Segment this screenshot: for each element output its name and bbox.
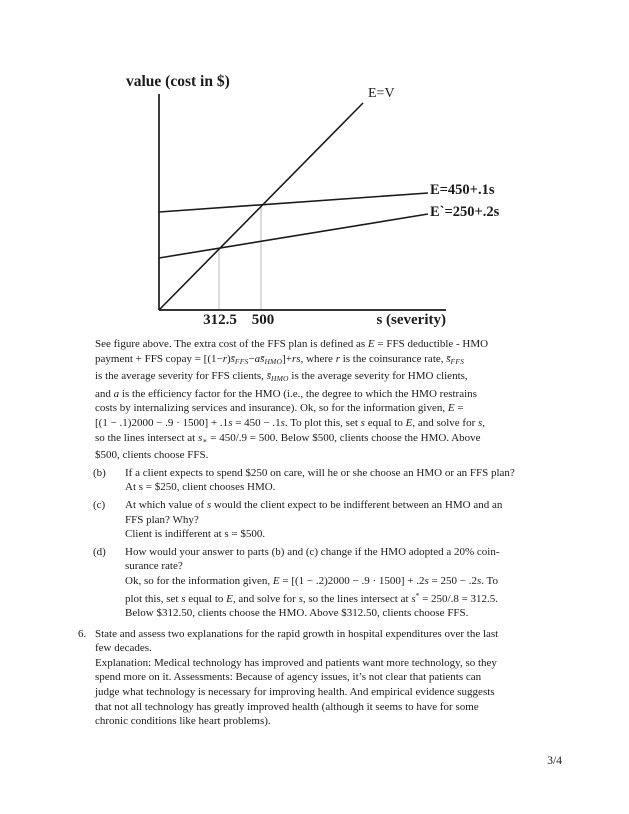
item-d <box>93 545 575 621</box>
item-b-question: If a client expects to spend $250 on care, will he or she choose an HMO or an FFS plan? <box>125 466 515 479</box>
page-number: 3/4 <box>547 755 562 767</box>
item-c <box>93 498 575 542</box>
line-ffs-label: E=450+.1s <box>430 182 495 198</box>
item-b <box>93 466 575 495</box>
item-c-answer: Client is indifferent at s = $500. <box>125 528 266 541</box>
line-ev-label: E=V <box>368 86 395 101</box>
item-d-label: (d) <box>93 545 106 558</box>
line-hmo <box>159 214 428 258</box>
item-c-label: (c) <box>93 498 106 511</box>
item-6-label: 6. <box>78 627 87 640</box>
item-b-label: (b) <box>93 466 106 479</box>
body-text <box>78 337 575 729</box>
line-hmo-label: E`=250+.2s <box>430 204 500 220</box>
item-6-question: State and assess two explanations for the rapid growth in hospital expenditures over the last few decades. <box>95 627 499 655</box>
item-c-question: At which value of s would the client expect to be indifferent between an HMO and an FFS plan? Why? <box>125 498 503 526</box>
x-tick-500: 500 <box>251 312 275 328</box>
x-axis-title: s (severity) <box>376 312 446 328</box>
item-b-answer: At s = $250, client chooses HMO. <box>125 481 276 494</box>
solution-5a-paragraph: See figure above. The extra cost of the FFS plan is defined as E = FFS deductible - HMO payment + FFS copay = [(1−r)s̄FFS−as̄HMO]+rs, where r is the coinsurance rate, s̄FFS is the average severity for FFS clients, s̄HMO is the average severity for HMO clients, and a is the efficiency factor for the HMO (i.e., the degree to which the HMO restrains costs by internalizing services and insurance). Ok, so for the information given, E = [(1 − .1)2000 − .9 · 1500] + .1s = 450 − .1s. To plot this, set s equal to E, and solve for s, so the lines intersect at s∗ = 450/.9 = 500. Below $500, clients choose the HMO. Above $500, clients choose FFS. <box>95 338 489 462</box>
item-6 <box>78 627 575 729</box>
figure-chart <box>125 70 545 340</box>
line-ffs <box>159 193 428 212</box>
x-tick-312: 312.5 <box>203 312 237 328</box>
item-d-question: How would your answer to parts (b) and (c) change if the HMO adopted a 20% coin- surance rate? <box>125 545 500 573</box>
item-6-explanation: Explanation: Medical technology has improved and patients want more technology, so they spend more on it. Assessments: Because of agency issues, it’s not clear that patients can judge what technology is necessary for improving health. And empirical evidence suggests that not all technology has greatly improved health (although it seems to have for some chronic conditions like heart problems). <box>95 656 497 728</box>
y-axis-title: value (cost in $) <box>126 73 230 90</box>
item-d-answer: Ok, so for the information given, E = [(1 − .2)2000 − .9 · 1500] + .2s = 250 − .2s. To plot this, set s equal to E, and solve for s, so the lines intersect at s* = 250/.8 = 312.5. Below $312.50, clients choose the HMO. Above $312.50, clients choose FFS. <box>125 574 499 620</box>
